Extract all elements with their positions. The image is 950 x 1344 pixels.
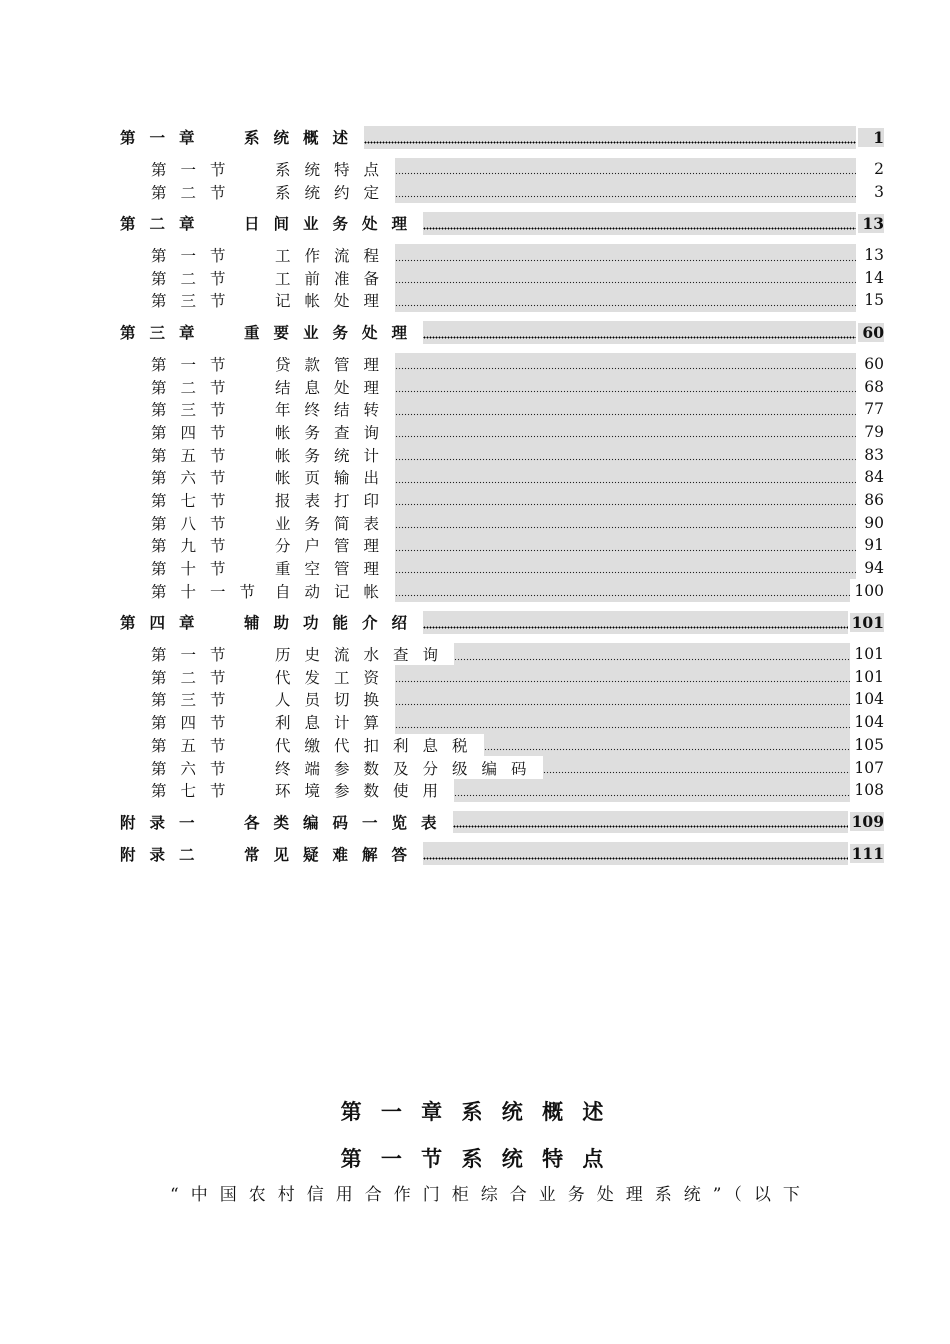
- toc-entry-number: 第三节: [151, 401, 240, 420]
- toc-page-number: 60: [858, 355, 884, 373]
- toc-dot-leader: [364, 126, 856, 149]
- toc-page-number: 79: [858, 423, 884, 441]
- toc-dot-leader: [395, 158, 856, 181]
- toc-page-number: 13: [858, 246, 884, 264]
- toc-page-number: 91: [858, 536, 884, 554]
- toc-entry-number: 第六节: [151, 469, 240, 488]
- toc-entry-number: 第二节: [151, 378, 240, 397]
- toc-entry-number: 第一节: [151, 646, 240, 665]
- toc-entry-title: 各类编码一览表: [244, 812, 451, 832]
- toc-dot-leader: [395, 665, 850, 688]
- toc-page-number: 111: [851, 844, 884, 864]
- toc-page-number: 100: [854, 581, 884, 600]
- toc-section-row[interactable]: [120, 779, 884, 802]
- toc-entry-title: 帐务查询: [275, 423, 394, 442]
- toc-page-number: 77: [858, 400, 884, 418]
- toc-entry-title: 系统概述: [244, 128, 363, 148]
- toc-page-number: 104: [854, 713, 884, 732]
- toc-entry-title: 重要业务处理: [244, 323, 422, 343]
- toc-page-number: 86: [858, 491, 884, 509]
- toc-entry-number: 第一节: [151, 161, 240, 180]
- toc-section-row[interactable]: [120, 266, 884, 289]
- toc-entry-number: 附录二: [120, 844, 209, 864]
- toc-entry-title: 辅助功能介绍: [244, 613, 422, 633]
- toc-dot-leader: [423, 212, 856, 235]
- toc-page-number: 68: [858, 378, 884, 396]
- body-paragraph: “中国农村信用合作门柜综合业务处理系统”（以下: [170, 1185, 812, 1205]
- toc-dot-leader: [395, 266, 856, 289]
- toc-dot-leader: [423, 611, 848, 634]
- toc-entry-title: 环境参数使用: [275, 782, 453, 801]
- toc-entry-title: 贷款管理: [275, 355, 394, 374]
- toc-dot-leader: [395, 511, 856, 534]
- toc-section-row[interactable]: [120, 557, 884, 580]
- toc-chapter-row[interactable]: [120, 611, 884, 634]
- toc-dot-leader: [395, 466, 856, 489]
- toc-page-number: 2: [858, 160, 884, 178]
- toc-entry-number: 第三节: [151, 691, 240, 710]
- toc-section-row[interactable]: [120, 579, 884, 602]
- toc-entry-number: 第二节: [151, 668, 240, 687]
- toc-page-number: 3: [858, 183, 884, 201]
- toc-entry-title: 帐务统计: [275, 446, 394, 465]
- toc-section-row[interactable]: [120, 289, 884, 312]
- toc-entry-title: 日间业务处理: [244, 214, 422, 234]
- toc-entry-title: 系统约定: [275, 183, 394, 202]
- toc-entry-number: 第六节: [151, 759, 240, 778]
- toc-page-number: 84: [858, 468, 884, 486]
- toc-page-number: 108: [854, 781, 884, 800]
- toc-entry-title: 代缴代扣利息税: [275, 736, 482, 755]
- toc-dot-leader: [395, 688, 850, 711]
- toc-page-number: 15: [858, 291, 884, 309]
- toc-entry-title: 历史流水查询: [275, 646, 453, 665]
- toc-dot-leader: [395, 398, 856, 421]
- toc-entry-number: 第一节: [151, 247, 240, 266]
- toc-dot-leader: [395, 289, 856, 312]
- toc-page-number: 60: [858, 323, 884, 342]
- toc-dot-leader: [454, 779, 850, 802]
- toc-page-number: 101: [854, 645, 884, 664]
- toc-entry-number: 第二节: [151, 183, 240, 202]
- toc-section-row[interactable]: [120, 375, 884, 398]
- toc-entry-number: 第四节: [151, 423, 240, 442]
- toc-entry-title: 代发工资: [275, 668, 394, 687]
- toc-page-number: 104: [854, 690, 884, 709]
- toc-entry-number: 第十节: [151, 560, 240, 579]
- toc-dot-leader: [395, 421, 856, 444]
- toc-dot-leader: [395, 534, 856, 557]
- toc-entry-number: 第二节: [151, 269, 240, 288]
- toc-dot-leader: [543, 756, 851, 779]
- toc-page-number: 90: [858, 514, 884, 532]
- toc-entry-title: 业务简表: [275, 514, 394, 533]
- chapter-heading: 第 一 章 系 统 概 述: [340, 1100, 610, 1124]
- toc-chapter-row[interactable]: [120, 126, 884, 149]
- toc-dot-leader: [454, 643, 850, 666]
- toc-dot-leader: [395, 353, 856, 376]
- toc-entry-number: 第四节: [151, 714, 240, 733]
- toc-section-row[interactable]: [120, 443, 884, 466]
- toc-entry-title: 常见疑难解答: [244, 844, 422, 864]
- toc-page-number: 107: [854, 758, 884, 777]
- toc-entry-title: 记帐处理: [275, 292, 394, 311]
- toc-entry-title: 终端参数及分级编码: [275, 759, 541, 778]
- toc-dot-leader: [395, 489, 856, 512]
- toc-section-row[interactable]: [120, 353, 884, 376]
- toc-entry-number: 第三章: [120, 323, 209, 343]
- toc-entry-title: 工前准备: [275, 269, 394, 288]
- toc-section-row[interactable]: [120, 665, 884, 688]
- toc-entry-title: 报表打印: [275, 491, 394, 510]
- toc-entry-number: 第四章: [120, 613, 209, 633]
- toc-chapter-row[interactable]: [120, 321, 884, 344]
- toc-dot-leader: [395, 443, 856, 466]
- toc-section-row[interactable]: [120, 511, 884, 534]
- toc-entry-title: 自动记帐: [275, 582, 394, 601]
- toc-entry-number: 第五节: [151, 446, 240, 465]
- toc-section-row[interactable]: [120, 421, 884, 444]
- toc-dot-leader: [423, 842, 848, 865]
- toc-section-row[interactable]: [120, 398, 884, 421]
- toc-page-number: 83: [858, 446, 884, 464]
- toc-entry-title: 利息计算: [275, 714, 394, 733]
- toc-dot-leader: [395, 579, 850, 602]
- toc-dot-leader: [484, 734, 851, 757]
- toc-entry-title: 系统特点: [275, 161, 394, 180]
- toc-entry-title: 重空管理: [275, 560, 394, 579]
- toc-entry-number: 第八节: [151, 514, 240, 533]
- toc-entry-number: 第九节: [151, 537, 240, 556]
- toc-entry-title: 帐页输出: [275, 469, 394, 488]
- toc-entry-number: 第七节: [151, 491, 240, 510]
- toc-page-number: 109: [851, 812, 884, 832]
- toc-entry-number: 第一节: [151, 355, 240, 374]
- toc-entry-title: 工作流程: [275, 247, 394, 266]
- section-heading: 第 一 节 系 统 特 点: [340, 1147, 610, 1171]
- toc-entry-number: 附录一: [120, 812, 209, 832]
- toc-chapter-row[interactable]: [120, 842, 884, 865]
- toc-dot-leader: [395, 711, 850, 734]
- toc-dot-leader: [395, 557, 856, 580]
- toc-dot-leader: [453, 811, 848, 834]
- toc-section-row[interactable]: [120, 756, 884, 779]
- toc-section-row[interactable]: [120, 711, 884, 734]
- toc-section-row[interactable]: [120, 643, 884, 666]
- toc-section-row[interactable]: [120, 466, 884, 489]
- toc-chapter-row[interactable]: [120, 811, 884, 834]
- toc-entry-title: 结息处理: [275, 378, 394, 397]
- toc-dot-leader: [395, 375, 856, 398]
- toc-page-number: 14: [858, 269, 884, 287]
- table-of-contents: [120, 126, 884, 874]
- toc-entry-title: 年终结转: [275, 401, 394, 420]
- toc-section-row[interactable]: [120, 534, 884, 557]
- toc-section-row[interactable]: [120, 158, 884, 181]
- toc-section-row[interactable]: [120, 688, 884, 711]
- toc-section-row[interactable]: [120, 180, 884, 203]
- toc-entry-title: 分户管理: [275, 537, 394, 556]
- toc-entry-number: 第二章: [120, 214, 209, 234]
- toc-page-number: 94: [858, 559, 884, 577]
- toc-dot-leader: [423, 321, 856, 344]
- toc-chapter-row[interactable]: [120, 212, 884, 235]
- toc-section-row[interactable]: [120, 734, 884, 757]
- toc-entry-number: 第七节: [151, 782, 240, 801]
- toc-entry-number: 第十一节: [151, 582, 270, 601]
- toc-entry-number: 第一章: [120, 128, 209, 148]
- toc-section-row[interactable]: [120, 244, 884, 267]
- toc-entry-number: 第三节: [151, 292, 240, 311]
- toc-page-number: 13: [858, 214, 884, 233]
- toc-dot-leader: [395, 180, 856, 203]
- toc-entry-number: 第五节: [151, 736, 240, 755]
- toc-entry-title: 人员切换: [275, 691, 394, 710]
- toc-page-number: 101: [851, 612, 884, 632]
- toc-page-number: 105: [854, 735, 884, 754]
- toc-page-number: 101: [854, 667, 884, 686]
- toc-dot-leader: [395, 244, 856, 267]
- toc-page-number: 1: [858, 128, 884, 147]
- toc-section-row[interactable]: [120, 489, 884, 512]
